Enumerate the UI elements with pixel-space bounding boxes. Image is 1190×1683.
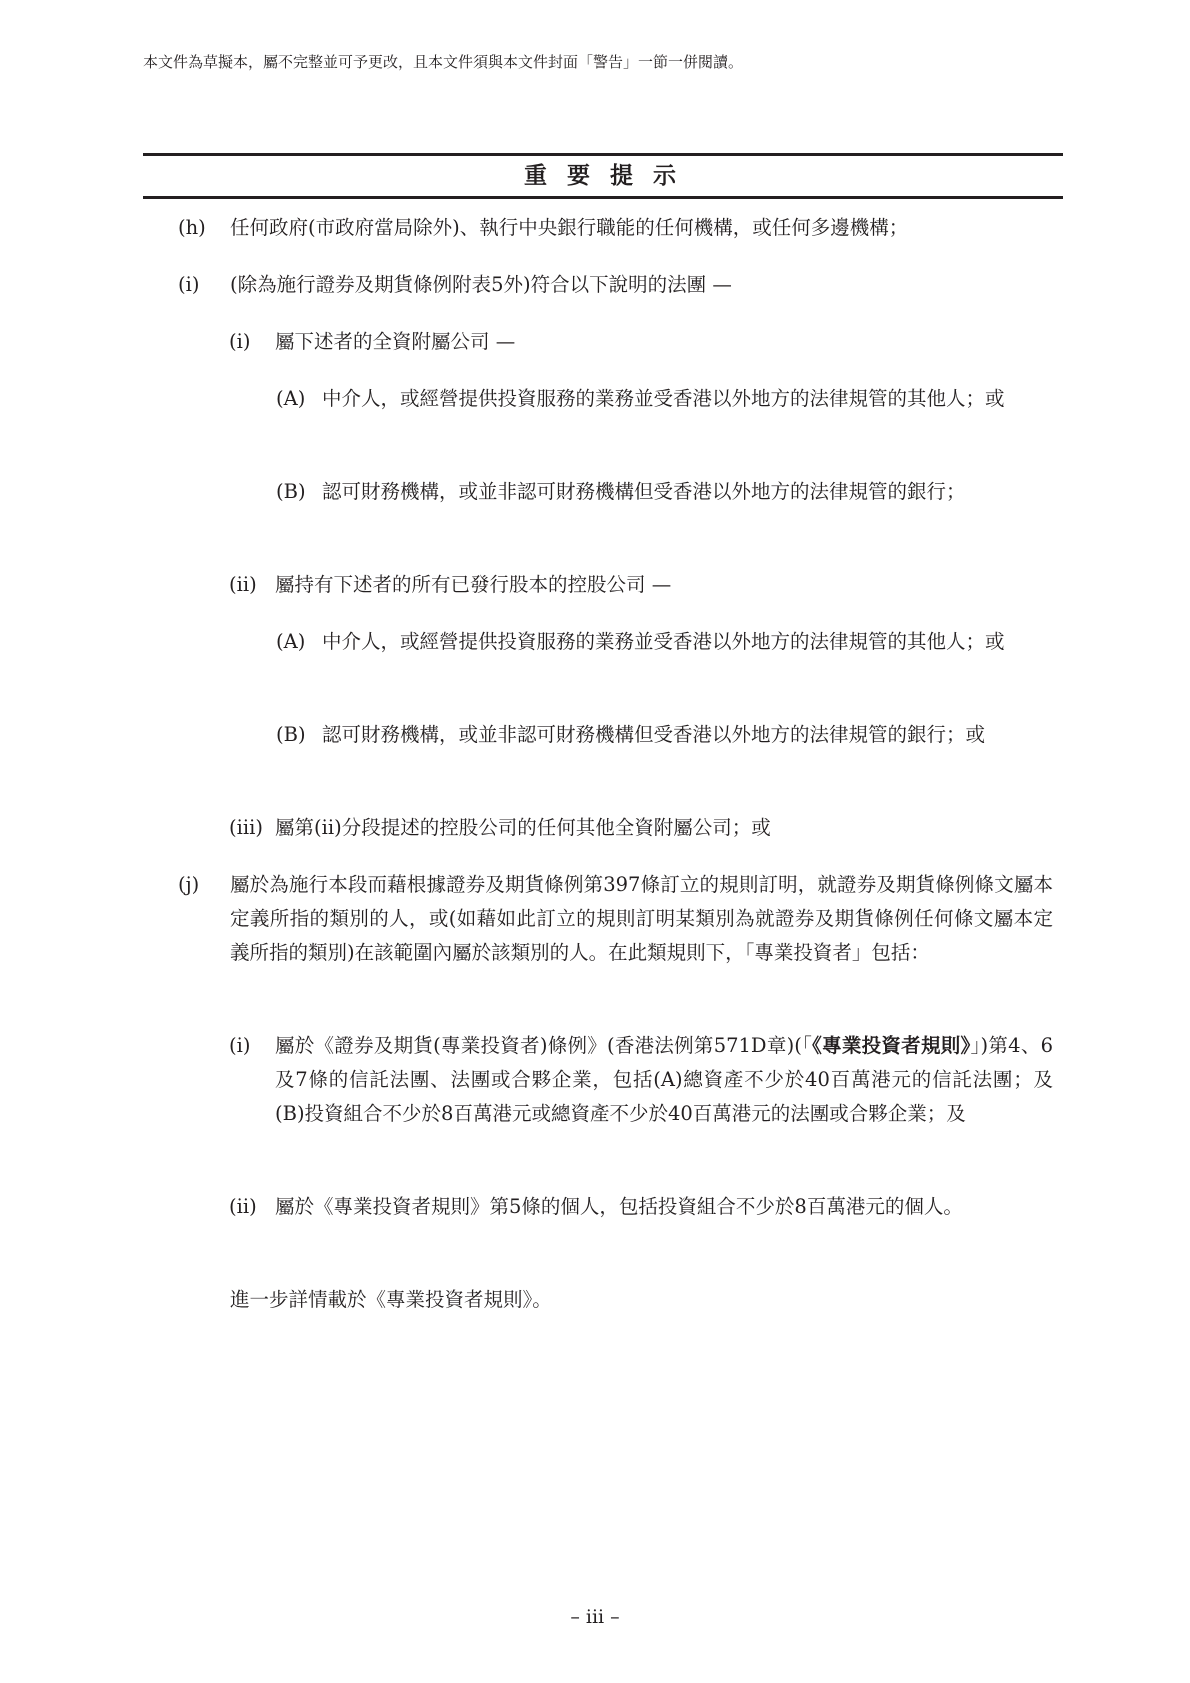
- clause-i: [178, 268, 1053, 302]
- clause-label: (B): [276, 723, 306, 746]
- clause-label: (iii): [229, 816, 263, 839]
- subclause-i-i: [229, 325, 1053, 359]
- clause-text-before: 屬於《證券及期貨(專業投資者)條例》(香港法例第571D章)(「: [275, 1034, 813, 1057]
- clause-label: (i): [178, 273, 200, 296]
- clause-h: [178, 211, 1053, 245]
- clause-text: 屬持有下述者的所有已發行股本的控股公司 —: [275, 573, 672, 596]
- clause-label: (B): [276, 480, 306, 503]
- subclause-j-i: [229, 1029, 1053, 1131]
- title-top-rule: [143, 153, 1063, 156]
- clause-text: 中介人，或經營提供投資服務的業務並受香港以外地方的法律規管的其他人；或: [322, 630, 1005, 653]
- clause-text: 任何政府(市政府當局除外)、執行中央銀行職能的任何機構，或任何多邊機構；: [230, 216, 909, 239]
- clause-text: 認可財務機構，或並非認可財務機構但受香港以外地方的法律規管的銀行；: [322, 480, 966, 503]
- clause-label: (A): [276, 630, 306, 653]
- draft-disclaimer: 本文件為草擬本，屬不完整並可予更改，且本文件須與本文件封面「警告」一節一併閱讀。: [143, 53, 744, 71]
- subclause-i-i-b: [276, 475, 1053, 509]
- page-title: 重 要 提 示: [523, 162, 683, 189]
- clause-text: 認可財務機構，或並非認可財務機構但受香港以外地方的法律規管的銀行；或: [322, 723, 986, 746]
- clause-label: (h): [178, 216, 206, 239]
- clause-label: (i): [229, 330, 251, 353]
- clause-text: 屬第(ii)分段提述的控股公司的任何其他全資附屬公司；或: [275, 816, 771, 839]
- defined-term-bold: 《專業投資者規則》: [812, 1034, 971, 1057]
- clause-label: (A): [276, 387, 306, 410]
- subclause-i-iii: [229, 811, 1053, 845]
- subclause-j-ii: [229, 1190, 1053, 1224]
- subclause-i-i-a: [276, 382, 1053, 416]
- subclause-i-ii: [229, 568, 1053, 602]
- clause-text-after: 」)第4、6及7條的信託法團、法團或合夥企業，包括(A)總資產不少於40百萬港元的信託法團；及(B)投資組合不少於8百萬港元或總資產不少於40百萬港元的法團或合夥企業；及: [275, 1034, 1053, 1125]
- clause-text: 屬下述者的全資附屬公司 —: [275, 330, 516, 353]
- clause-label: (ii): [229, 1195, 257, 1218]
- subclause-i-ii-a: [276, 625, 1053, 659]
- page-number: – iii –: [570, 1606, 620, 1628]
- clause-label: (i): [229, 1034, 251, 1057]
- closing-text: 進一步詳情載於《專業投資者規則》。: [230, 1288, 552, 1311]
- clause-label: (j): [178, 873, 200, 896]
- clause-text: 屬於為施行本段而藉根據證券及期貨條例第397條訂立的規則訂明，就證券及期貨條例條文屬本定義所指的類別的人，或(如藉如此訂立的規則訂明某類別為就證券及期貨條例任何條文屬本定義所指的類別)在該範圍內屬於該類別的人。在此類規則下，「專業投資者」包括：: [230, 873, 1053, 964]
- clause-text: (除為施行證券及期貨條例附表5外)符合以下說明的法團 —: [230, 273, 732, 296]
- title-bottom-rule: [143, 196, 1063, 199]
- clause-text: [275, 1029, 1053, 1131]
- clause-label: (ii): [229, 573, 257, 596]
- closing-note: [230, 1283, 1053, 1317]
- clause-text: 中介人，或經營提供投資服務的業務並受香港以外地方的法律規管的其他人；或: [322, 387, 1005, 410]
- clause-j: [178, 868, 1053, 970]
- subclause-i-ii-b: [276, 718, 1053, 752]
- clause-text: 屬於《專業投資者規則》第5條的個人，包括投資組合不少於8百萬港元的個人。: [275, 1195, 963, 1218]
